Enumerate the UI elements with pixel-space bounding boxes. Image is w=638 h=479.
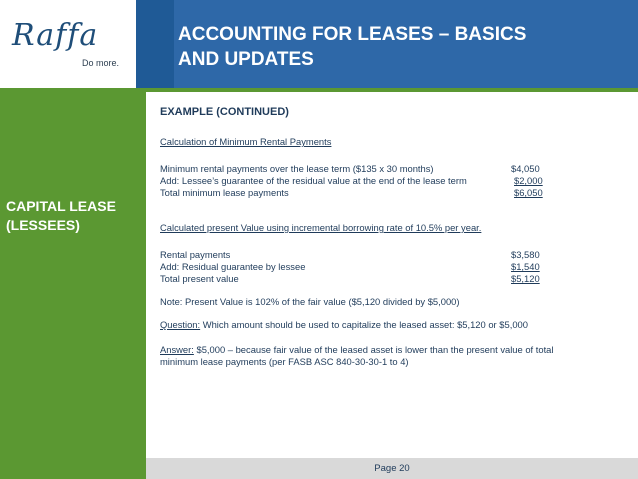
table-row: Minimum rental payments over the lease term ($135 x 30 months) $4,050 <box>160 163 540 174</box>
table-row: Total minimum lease payments $6,050 <box>160 187 543 198</box>
answer: Answer: $5,000 – because fair value of the leased asset is lower than the present value of total <box>160 344 554 355</box>
table-row: Add: Residual guarantee by lessee $1,540 <box>160 261 540 272</box>
footer <box>146 458 638 479</box>
logo <box>0 0 130 88</box>
logo-tagline: Do more. <box>82 58 120 68</box>
answer-continued: minimum lease payments (per FASB ASC 840-30-30-1 to 4) <box>160 356 409 367</box>
page-number: Page 20 <box>374 463 410 474</box>
table-row: Total present value $5,120 <box>160 273 540 284</box>
table-row: Rental payments $3,580 <box>160 249 540 260</box>
table-row: Add: Lessee’s guarantee of the residual value at the end of the lease term $2,000 <box>160 175 543 186</box>
sidebar <box>0 92 146 479</box>
sidebar-label: CAPITAL LEASE (LESSEES) <box>6 198 116 233</box>
pv-title: Calculated present Value using incremental borrowing rate of 10.5% per year. <box>160 222 482 233</box>
calc-title: Calculation of Minimum Rental Payments <box>160 136 332 147</box>
note: Note: Present Value is 102% of the fair value ($5,120 divided by $5,000) <box>160 296 460 307</box>
slide-title: ACCOUNTING FOR LEASES – BASICS AND UPDATES <box>178 24 527 70</box>
question: Question: Which amount should be used to capitalize the leased asset: $5,120 or $5,000 <box>160 319 528 330</box>
section-heading: EXAMPLE (CONTINUED) <box>160 106 289 118</box>
logo-wordmark: Raffa <box>12 18 99 53</box>
